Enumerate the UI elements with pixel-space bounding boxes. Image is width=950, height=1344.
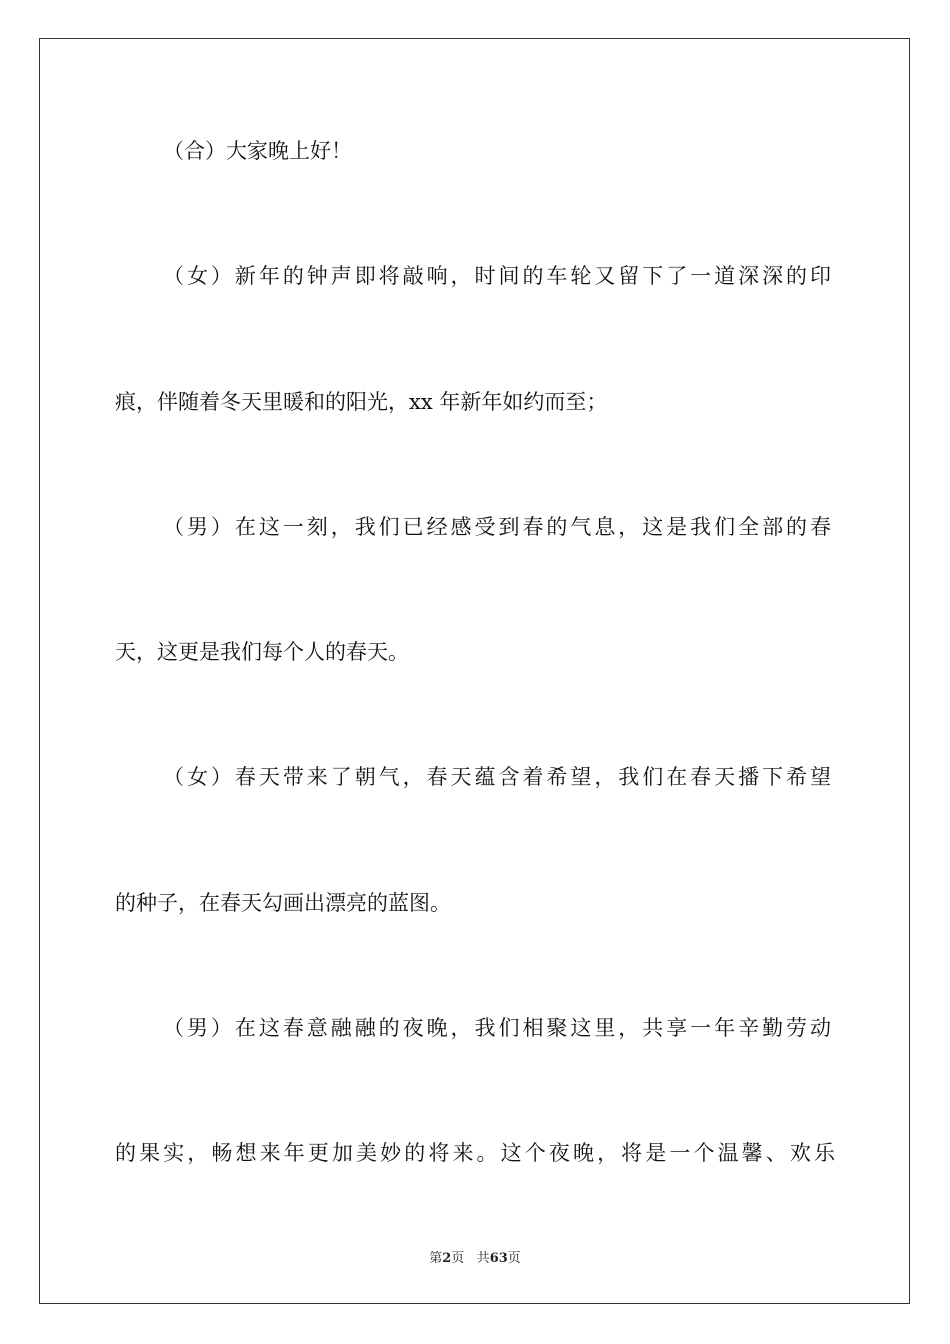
paragraph-line: （男）在这春意融融的夜晚，我们相聚这里，共享一年辛勤劳动	[163, 1016, 831, 1040]
total-pages: 63	[489, 1251, 508, 1266]
paragraph-line: 痕，伴随着冬天里暖和的阳光，xx 年新年如约而至；	[115, 390, 608, 414]
footer-prefix: 第	[429, 1251, 443, 1266]
page-footer	[0, 1247, 950, 1266]
footer-page-suffix: 页	[451, 1251, 465, 1266]
footer-total-prefix: 共	[476, 1251, 490, 1266]
paragraph-line: 天，这更是我们每个人的春天。	[115, 640, 409, 664]
paragraph-line: （合）大家晚上好！	[163, 139, 352, 163]
page-number: 2	[442, 1251, 452, 1266]
paragraph-line: （女）新年的钟声即将敲响，时间的车轮又留下了一道深深的印	[163, 264, 831, 288]
paragraph-line: 的果实，畅想来年更加美妙的将来。这个夜晚，将是一个温馨、欢乐	[115, 1141, 835, 1165]
page-border	[39, 38, 910, 1304]
paragraph-line: （女）春天带来了朝气，春天蕴含着希望，我们在春天播下希望	[163, 765, 831, 789]
paragraph-line: （男）在这一刻，我们已经感受到春的气息，这是我们全部的春	[163, 515, 831, 539]
paragraph-line: 的种子，在春天勾画出漂亮的蓝图。	[115, 891, 451, 915]
footer-total-suffix: 页	[507, 1251, 521, 1266]
